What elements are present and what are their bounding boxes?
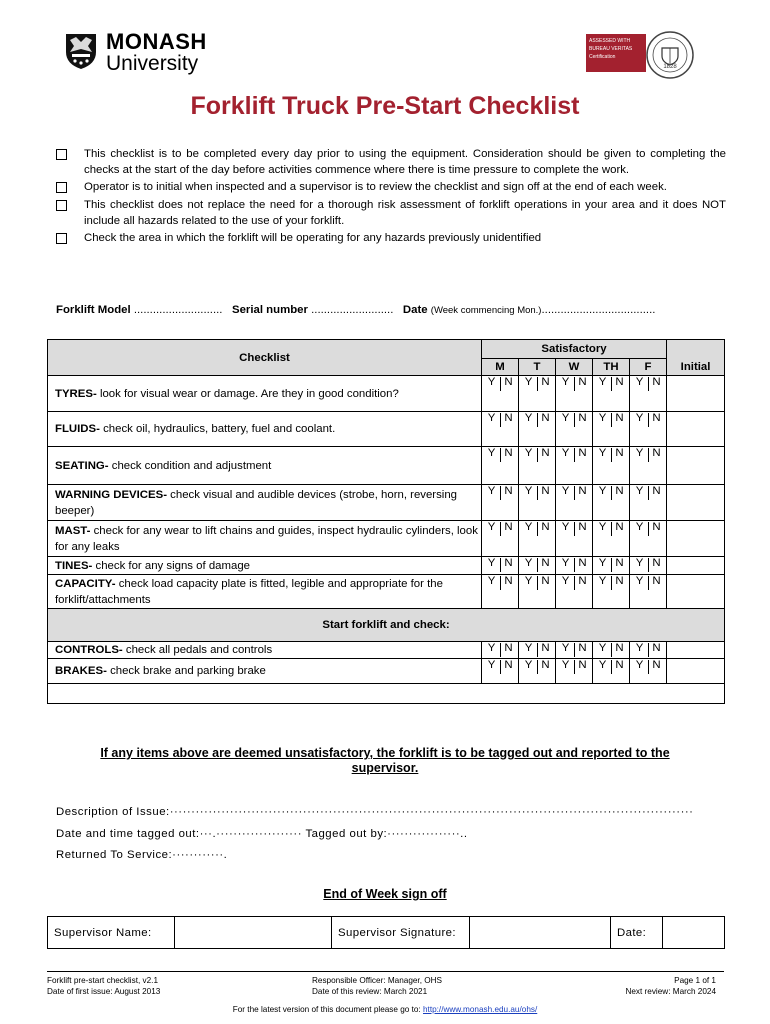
- yes-option[interactable]: Y: [598, 521, 607, 533]
- footer-doc-version: Forklift pre-start checklist, v2.1: [47, 976, 159, 985]
- item-name: FLUIDS-: [55, 423, 100, 435]
- yn-cell-m[interactable]: [482, 642, 519, 659]
- issue-fields: [56, 802, 693, 867]
- item-name: WARNING DEVICES-: [55, 488, 168, 501]
- yn-cell-t[interactable]: [519, 447, 556, 485]
- instruction-text: This checklist does not replace the need for a thorough risk assessment of forklift operations in your area and it does NOT include all hazards related to the use of your forklift.: [84, 198, 726, 227]
- no-option[interactable]: N: [652, 557, 661, 569]
- no-option[interactable]: N: [578, 412, 587, 424]
- yes-option[interactable]: Y: [561, 575, 570, 587]
- yn-cell-f[interactable]: [630, 412, 667, 447]
- no-option[interactable]: N: [541, 521, 550, 533]
- footer-next-review: Next review: March 2024: [625, 987, 716, 996]
- no-option[interactable]: N: [578, 557, 587, 569]
- satisfactory-header: Satisfactory: [482, 340, 667, 359]
- item-description: check load capacity plate is fitted, legible and appropriate for the forklift/attachments: [55, 577, 443, 606]
- yes-option[interactable]: Y: [487, 642, 496, 654]
- item-description: look for visual wear or damage. Are they in good condition?: [96, 387, 399, 400]
- yes-option[interactable]: Y: [635, 575, 644, 587]
- initial-field[interactable]: [667, 659, 725, 684]
- checklist-row: [48, 376, 725, 412]
- yn-cell-f[interactable]: [630, 376, 667, 412]
- cert-line-2: BUREAU VERITAS: [589, 46, 633, 52]
- item-description: check for any wear to lift chains and guides, inspect hydraulic cylinders, look for any leaks: [55, 524, 478, 553]
- instruction-text: Operator is to initial when inspected and a supervisor is to review the checklist and sign off at the end of each week.: [84, 181, 667, 194]
- yn-cell-t[interactable]: [519, 376, 556, 412]
- item-name: CONTROLS-: [55, 644, 123, 656]
- instruction-text: Check the area in which the forklift will be operating for any hazards previously unidentified: [84, 232, 542, 245]
- no-option[interactable]: N: [615, 642, 624, 654]
- yes-option[interactable]: Y: [561, 485, 570, 497]
- yn-cell-w[interactable]: [556, 659, 593, 684]
- yn-cell-th[interactable]: [593, 376, 630, 412]
- footer-page-number: Page 1 of 1: [674, 976, 716, 985]
- footer-responsible-officer: Responsible Officer: Manager, OHS: [312, 976, 442, 985]
- checklist-item: [48, 557, 482, 575]
- yn-cell-f[interactable]: [630, 642, 667, 659]
- yn-cell-th[interactable]: [593, 557, 630, 575]
- checklist-item: [48, 575, 482, 609]
- supervisor-name-field[interactable]: [175, 917, 332, 949]
- returned-to-service[interactable]: Returned To Service:············.: [56, 849, 228, 861]
- logo-monash-text: MONASH: [106, 29, 207, 54]
- yes-option[interactable]: Y: [524, 557, 533, 569]
- no-option[interactable]: N: [541, 557, 550, 569]
- no-option[interactable]: N: [541, 575, 550, 587]
- yes-option[interactable]: Y: [524, 447, 533, 459]
- initial-field[interactable]: [667, 376, 725, 412]
- yn-cell-m[interactable]: [482, 447, 519, 485]
- item-description: check condition and adjustment: [108, 459, 272, 472]
- footer-middle: [312, 975, 442, 997]
- certification-badge: [586, 34, 646, 72]
- initial-field[interactable]: [667, 412, 725, 447]
- monash-shield-icon: [64, 32, 98, 70]
- yes-option[interactable]: Y: [598, 575, 607, 587]
- day-header-m: M: [482, 359, 519, 376]
- yes-option[interactable]: Y: [487, 412, 496, 424]
- day-header-t: T: [519, 359, 556, 376]
- yn-cell-w[interactable]: [556, 642, 593, 659]
- yes-option[interactable]: Y: [561, 412, 570, 424]
- yn-cell-m[interactable]: [482, 521, 519, 557]
- checklist-item: [48, 447, 482, 485]
- yn-cell-w[interactable]: [556, 575, 593, 609]
- checklist-row: [48, 642, 725, 659]
- yes-option[interactable]: Y: [561, 521, 570, 533]
- yes-option[interactable]: Y: [635, 412, 644, 424]
- date-sign-label: Date:: [611, 917, 663, 949]
- yes-option[interactable]: Y: [487, 485, 496, 497]
- instruction-item: [56, 230, 726, 246]
- description-of-issue[interactable]: Description of Issue:··························································································································: [56, 806, 694, 818]
- supervisor-signature-field[interactable]: [470, 917, 611, 949]
- seal-year: 1828: [663, 64, 677, 70]
- yn-cell-f[interactable]: [630, 557, 667, 575]
- no-option[interactable]: N: [541, 447, 550, 459]
- yn-cell-th[interactable]: [593, 447, 630, 485]
- yes-option[interactable]: Y: [598, 447, 607, 459]
- checklist-row: [48, 659, 725, 684]
- initial-field[interactable]: [667, 447, 725, 485]
- yn-cell-w[interactable]: [556, 376, 593, 412]
- yn-cell-f[interactable]: [630, 521, 667, 557]
- no-option[interactable]: N: [504, 642, 513, 654]
- no-option[interactable]: N: [504, 447, 513, 459]
- item-description: check all pedals and controls: [122, 644, 273, 656]
- no-option[interactable]: N: [652, 485, 661, 497]
- yn-cell-m[interactable]: [482, 659, 519, 684]
- item-name: TYRES-: [55, 387, 97, 400]
- end-of-week-heading: End of Week sign off: [323, 887, 447, 901]
- yes-option[interactable]: Y: [635, 557, 644, 569]
- yes-option[interactable]: Y: [524, 376, 533, 388]
- yn-cell-f[interactable]: [630, 575, 667, 609]
- footer-first-issue: Date of first issue: August 2013: [47, 987, 161, 996]
- instructions-list: [56, 146, 726, 247]
- no-option[interactable]: N: [615, 659, 624, 671]
- checkbox-icon[interactable]: [56, 182, 67, 193]
- no-option[interactable]: N: [652, 642, 661, 654]
- checklist-item: [48, 485, 482, 521]
- supervisor-name-label: Supervisor Name:: [48, 917, 175, 949]
- no-option[interactable]: N: [504, 485, 513, 497]
- checklist-row: [48, 447, 725, 485]
- yn-cell-m[interactable]: [482, 557, 519, 575]
- checklist-table: [47, 339, 725, 704]
- initial-field[interactable]: [667, 557, 725, 575]
- serial-field[interactable]: ..........................: [311, 304, 394, 316]
- yes-option[interactable]: Y: [524, 521, 533, 533]
- checklist-header: Checklist: [48, 340, 482, 376]
- yes-option[interactable]: Y: [561, 659, 570, 671]
- no-option[interactable]: N: [578, 521, 587, 533]
- date-hint: (Week commencing Mon.): [430, 305, 542, 316]
- footer-divider: [47, 971, 724, 972]
- section-start-forklift: Start forklift and check:: [48, 609, 725, 642]
- yn-cell-th[interactable]: [593, 642, 630, 659]
- cert-line-1: ASSESSED WITH: [589, 38, 631, 44]
- yn-cell-m[interactable]: [482, 412, 519, 447]
- yes-option[interactable]: Y: [561, 447, 570, 459]
- supervisor-signature-label: Supervisor Signature:: [332, 917, 470, 949]
- model-field[interactable]: ............................: [133, 304, 223, 316]
- yn-cell-th[interactable]: [593, 521, 630, 557]
- yes-option[interactable]: Y: [598, 642, 607, 654]
- yes-option[interactable]: Y: [561, 642, 570, 654]
- yes-option[interactable]: Y: [524, 642, 533, 654]
- item-name: TINES-: [55, 559, 93, 572]
- yn-cell-m[interactable]: [482, 575, 519, 609]
- no-option[interactable]: N: [504, 557, 513, 569]
- instruction-item: [56, 146, 726, 178]
- checklist-item: [48, 412, 482, 447]
- no-option[interactable]: N: [652, 412, 661, 424]
- checklist-row: [48, 521, 725, 557]
- ohs-link[interactable]: http://www.monash.edu.au/ohs/: [423, 1005, 538, 1014]
- initial-field[interactable]: [667, 485, 725, 521]
- seal-icon: [645, 30, 695, 80]
- no-option[interactable]: N: [578, 575, 587, 587]
- date-label: Date: [402, 304, 428, 316]
- no-option[interactable]: N: [541, 659, 550, 671]
- yes-option[interactable]: Y: [635, 642, 644, 654]
- yes-option[interactable]: Y: [635, 485, 644, 497]
- yn-cell-w[interactable]: [556, 557, 593, 575]
- yes-option[interactable]: Y: [561, 376, 570, 388]
- yes-option[interactable]: Y: [524, 659, 533, 671]
- yes-option[interactable]: Y: [487, 575, 496, 587]
- checklist-row: [48, 575, 725, 609]
- instruction-item: [56, 197, 726, 229]
- yn-cell-t[interactable]: [519, 642, 556, 659]
- yes-option[interactable]: Y: [598, 485, 607, 497]
- yes-option[interactable]: Y: [487, 557, 496, 569]
- logo-university-text: University: [106, 52, 199, 75]
- checklist-row: [48, 412, 725, 447]
- date-field[interactable]: ....................................: [541, 304, 656, 316]
- instruction-item: [56, 179, 726, 195]
- item-description: check brake and parking brake: [106, 665, 266, 677]
- no-option[interactable]: N: [615, 447, 624, 459]
- yn-cell-th[interactable]: [593, 412, 630, 447]
- yes-option[interactable]: Y: [487, 376, 496, 388]
- yn-cell-m[interactable]: [482, 485, 519, 521]
- item-name: CAPACITY-: [55, 577, 116, 590]
- no-option[interactable]: N: [504, 659, 513, 671]
- yn-cell-f[interactable]: [630, 659, 667, 684]
- no-option[interactable]: N: [615, 412, 624, 424]
- yes-option[interactable]: Y: [524, 412, 533, 424]
- checklist-item: [48, 521, 482, 557]
- no-option[interactable]: N: [615, 376, 624, 388]
- yes-option[interactable]: Y: [487, 659, 496, 671]
- no-option[interactable]: N: [652, 447, 661, 459]
- yn-cell-f[interactable]: [630, 485, 667, 521]
- yes-option[interactable]: Y: [524, 575, 533, 587]
- page-title: Forklift Truck Pre-Start Checklist: [190, 92, 580, 120]
- item-name: BRAKES-: [55, 665, 107, 677]
- no-option[interactable]: N: [615, 485, 624, 497]
- day-header-f: F: [630, 359, 667, 376]
- yn-cell-t[interactable]: [519, 485, 556, 521]
- no-option[interactable]: N: [652, 521, 661, 533]
- checkbox-icon[interactable]: [56, 149, 67, 160]
- initial-field[interactable]: [667, 575, 725, 609]
- serial-label: Serial number: [231, 304, 308, 316]
- checkbox-icon[interactable]: [56, 200, 67, 211]
- yn-cell-w[interactable]: [556, 521, 593, 557]
- yes-option[interactable]: Y: [524, 485, 533, 497]
- checklist-row: [48, 485, 725, 521]
- yn-cell-w[interactable]: [556, 485, 593, 521]
- checklist-item: [48, 659, 482, 684]
- yn-cell-w[interactable]: [556, 447, 593, 485]
- footer-right: [625, 975, 716, 997]
- yes-option[interactable]: Y: [487, 521, 496, 533]
- no-option[interactable]: N: [578, 376, 587, 388]
- yes-option[interactable]: Y: [598, 659, 607, 671]
- no-option[interactable]: N: [578, 659, 587, 671]
- yn-cell-th[interactable]: [593, 485, 630, 521]
- no-option[interactable]: N: [541, 642, 550, 654]
- day-header-w: W: [556, 359, 593, 376]
- signoff-table: [47, 916, 725, 949]
- no-option[interactable]: N: [578, 447, 587, 459]
- no-option[interactable]: N: [615, 521, 624, 533]
- instruction-text: This checklist is to be completed every day prior to using the equipment. Consideration should be given to completing the checks at the start of the day before activities commence where there is time pressure to complete the work.: [84, 148, 726, 177]
- yes-option[interactable]: Y: [635, 521, 644, 533]
- no-option[interactable]: N: [615, 575, 624, 587]
- footer-latest-version: [0, 1005, 770, 1014]
- item-name: SEATING-: [55, 459, 109, 472]
- yn-cell-t[interactable]: [519, 412, 556, 447]
- item-name: MAST-: [55, 524, 91, 537]
- no-option[interactable]: N: [578, 485, 587, 497]
- yn-cell-t[interactable]: [519, 521, 556, 557]
- day-header-th: TH: [593, 359, 630, 376]
- no-option[interactable]: N: [504, 376, 513, 388]
- no-option[interactable]: N: [504, 521, 513, 533]
- initial-header: Initial: [667, 340, 725, 376]
- monash-logo: [64, 30, 214, 78]
- footer-review-date: Date of this review: March 2021: [312, 987, 428, 996]
- item-description: check visual and audible devices (strobe, horn, reversing beeper): [55, 488, 457, 517]
- yes-option[interactable]: Y: [635, 376, 644, 388]
- no-option[interactable]: N: [652, 376, 661, 388]
- checklist-item: [48, 642, 482, 659]
- tagged-out-line[interactable]: Date and time tagged out:···.···················· Tagged out by:·················..: [56, 827, 468, 840]
- date-sign-field[interactable]: [663, 917, 725, 949]
- initial-field[interactable]: [667, 521, 725, 557]
- yes-option[interactable]: Y: [598, 557, 607, 569]
- footer-left: [47, 975, 160, 997]
- yn-cell-w[interactable]: [556, 412, 593, 447]
- checklist-row: [48, 557, 725, 575]
- yn-cell-th[interactable]: [593, 575, 630, 609]
- yes-option[interactable]: Y: [598, 412, 607, 424]
- model-label: Forklift Model: [56, 304, 131, 316]
- no-option[interactable]: N: [504, 575, 513, 587]
- yn-cell-t[interactable]: [519, 557, 556, 575]
- yes-option[interactable]: Y: [561, 557, 570, 569]
- yes-option[interactable]: Y: [487, 447, 496, 459]
- no-option[interactable]: N: [541, 485, 550, 497]
- checklist-item: [48, 376, 482, 412]
- forklift-fields: [56, 304, 736, 316]
- item-description: check for any signs of damage: [92, 559, 250, 572]
- warning-text: If any items above are deemed unsatisfactory, the forklift is to be tagged out and reported to the supervisor.: [100, 746, 670, 775]
- yes-option[interactable]: Y: [635, 447, 644, 459]
- no-option[interactable]: N: [541, 412, 550, 424]
- no-option[interactable]: N: [541, 376, 550, 388]
- no-option[interactable]: N: [652, 659, 661, 671]
- cert-line-3: Certification: [589, 54, 616, 60]
- yes-option[interactable]: Y: [635, 659, 644, 671]
- yn-cell-f[interactable]: [630, 447, 667, 485]
- footer-latest-text: For the latest version of this document please go to:: [232, 1005, 423, 1014]
- yn-cell-th[interactable]: [593, 659, 630, 684]
- no-option[interactable]: N: [652, 575, 661, 587]
- item-description: check oil, hydraulics, battery, fuel and coolant.: [99, 423, 336, 435]
- yes-option[interactable]: Y: [598, 376, 607, 388]
- no-option[interactable]: N: [504, 412, 513, 424]
- no-option[interactable]: N: [615, 557, 624, 569]
- initial-field[interactable]: [667, 642, 725, 659]
- no-option[interactable]: N: [578, 642, 587, 654]
- yn-cell-m[interactable]: [482, 376, 519, 412]
- bureau-veritas-seal: [645, 30, 695, 80]
- yn-cell-t[interactable]: [519, 575, 556, 609]
- checkbox-icon[interactable]: [56, 233, 67, 244]
- yn-cell-t[interactable]: [519, 659, 556, 684]
